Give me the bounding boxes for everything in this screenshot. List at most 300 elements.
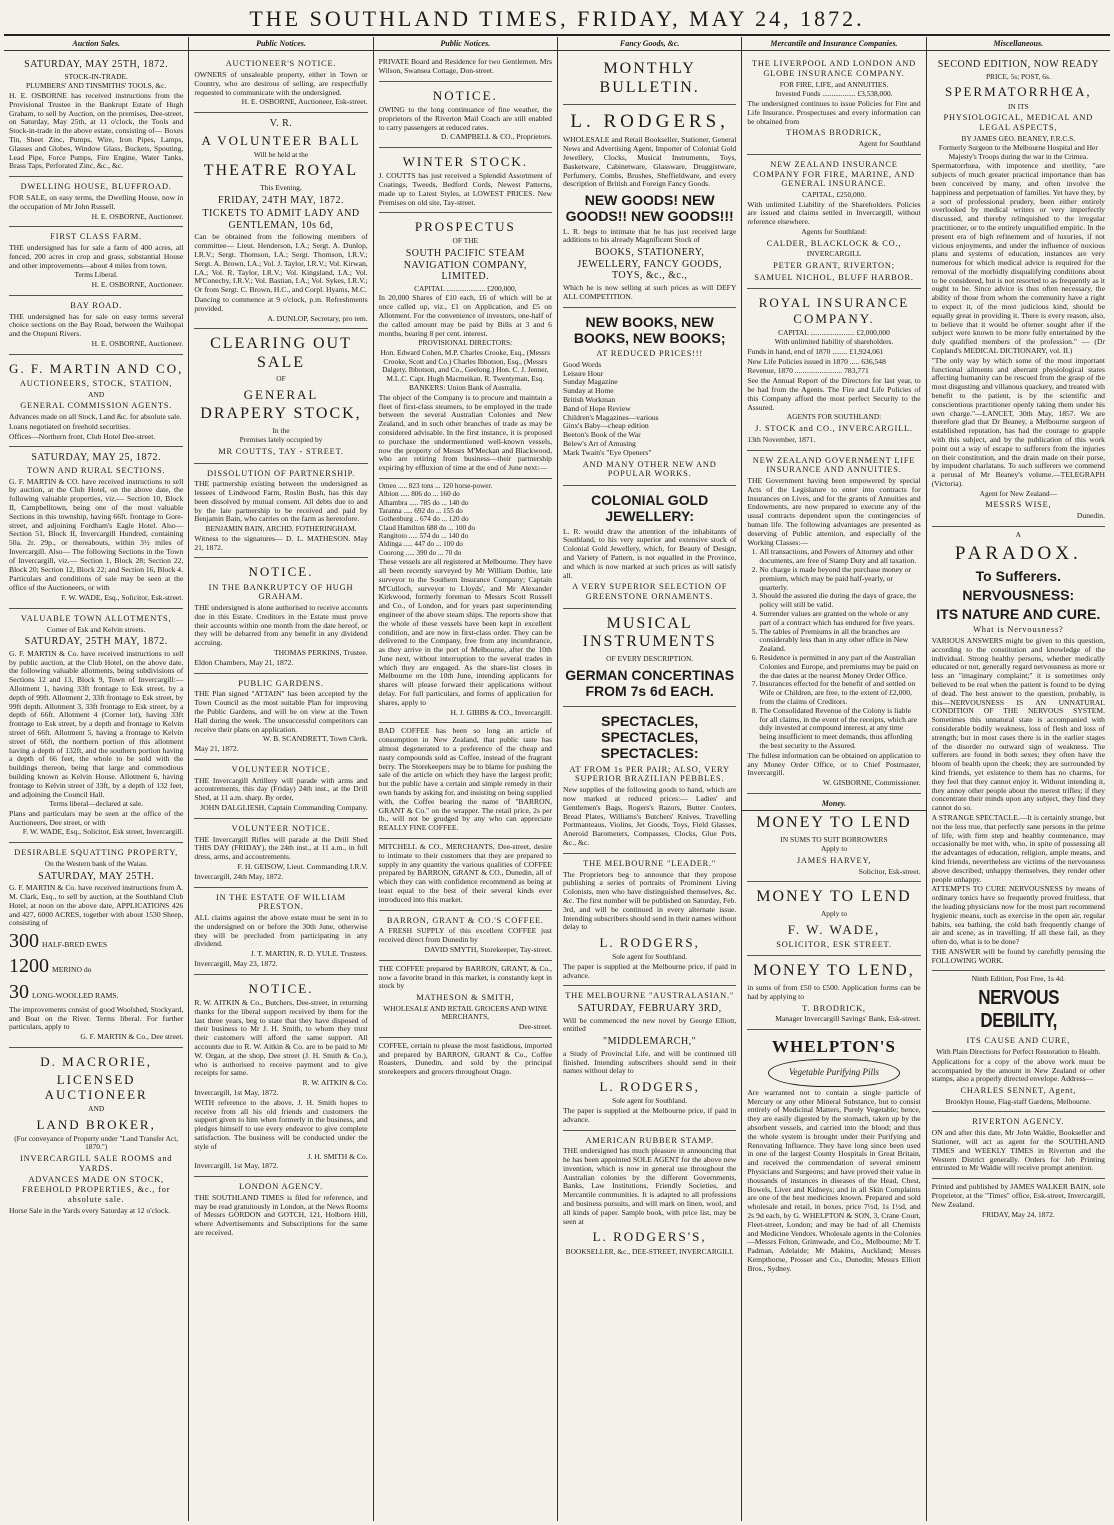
ad-heading: Agents for Southland: xyxy=(801,227,867,237)
ad-body-text: These vessels are all registered at Melbourne. They have all been recently surveyed by Mr William Dothie, late surveyor to the Southern Insurance Company; Captain M'Culloch, surveyor to Lloyds', and Mr Alexander Kirkwood, formerly foreman to Messrs Scott Russell and Co., of London, and for years past superintending engineer of the above steam ships. The reports show that the whole of these vessels have been kept in excellent condition, and are now in first-class order. They can be delivered to the Company, free from any incumbrance, as they arrive in the port of Melbourne, after the 10th June next, without interruption to the several trades in which they are engaged. As the share-list closes in Melbourne on the 10th June, intending applicants for shares will please forward their applications without delay. For full particulars, and forms of application for shares, apply to xyxy=(378,557,552,707)
advertisement xyxy=(379,148,552,213)
ad-heading: Brooklyn House, Flag-staff Gardens, Melbourne. xyxy=(945,1096,1092,1106)
ad-heading: SATURDAY, MAY 25TH. xyxy=(38,870,155,882)
ad-heading: D. MACRORIE, xyxy=(40,1053,153,1069)
ad-body-text: WHOLESALE and Retail Bookseller, Stationer, General News and Advertising Agent, Importer of Colonial Gold Jewellery, Clocks, Musical Instruments, Toys, Basketware, Cabinetware, Glassware, Druggistware, Perfumery, Combs, Brushes, Sheffieldware, and every description of British and Foreign Fancy Goods. xyxy=(562,135,737,189)
ad-heading: MUSICAL INSTRUMENTS xyxy=(582,614,717,651)
ad-heading: PLUMBERS' AND TINSMITHS' TOOLS, &c. xyxy=(26,81,167,91)
signature-line: J. T. MARTIN, R. D. YULE. Trustees. xyxy=(250,949,368,959)
advertisement xyxy=(9,843,183,1048)
ad-body-text: in sums of from £50 to £500. Application forms can be had by applying to xyxy=(747,982,921,1001)
ad-heading: AND xyxy=(88,389,105,399)
signature-line: F. W. WADE, Esq., Solicitor, Esk-street. xyxy=(61,593,184,603)
signature-line: Agent for Southland xyxy=(858,139,921,149)
ad-body-text: Invercargill, 1st May, 1872. xyxy=(194,1087,279,1097)
advertisement xyxy=(379,479,552,723)
list-item: Leisure Hour xyxy=(562,368,604,378)
ad-heading: IN THE ESTATE OF WILLIAM PRESTON. xyxy=(216,892,346,912)
ad-heading: IN SUMS TO SUIT BORROWERS xyxy=(780,834,888,844)
ad-heading: NEW GOODS! NEW GOODS!! NEW GOODS!!! xyxy=(565,192,734,225)
ad-heading: PETER GRANT, RIVERTON; xyxy=(773,260,895,270)
advertisement xyxy=(563,986,736,1130)
advertisement xyxy=(194,819,367,888)
ad-heading: LONDON AGENCY. xyxy=(238,1182,324,1192)
columns xyxy=(4,37,1110,1521)
ad-body-text: Applications for a copy of the above work must be accompanied by the amount in New Zealand or other stamps, also a properly directed envelope. Address— xyxy=(931,1056,1105,1084)
list-item: 1. All transactions, and Powers of Attorney and other documents, are free of Stamp Duty and all taxation. xyxy=(759,548,920,566)
vessel-row: Claud Hamilton 688 do ... 100 do xyxy=(378,523,476,532)
section-heading: Fancy Goods, &c. xyxy=(558,37,741,51)
ad-heading: SATURDAY, MAY 25TH, 1872. xyxy=(24,59,169,71)
advertisement xyxy=(563,54,736,105)
ad-heading: In the xyxy=(272,425,290,435)
ad-body-text: Loans negotiated on freehold securities. xyxy=(9,421,131,431)
list-item: Mark Twain's "Eye Openers" xyxy=(562,447,652,457)
section-heading: Mercantile and Insurance Companies. xyxy=(742,37,925,51)
advertisement xyxy=(379,839,552,911)
advertisement xyxy=(194,1177,367,1243)
ad-heading: BY JAMES GEO. BEANEY, F.R.C.S. xyxy=(961,133,1076,143)
list-item: 3. Should the assured die during the days of grace, the policy will still be valid. xyxy=(759,592,920,610)
ad-body-text: The improvements consist of good Woolshed, Stockyard, and Boat on the River. Terms liberal. For further particulars, apply to xyxy=(9,1004,184,1032)
ad-heading: A VERY SUPERIOR SELECTION OF GREENSTONE ORNAMENTS. xyxy=(572,582,728,602)
signature-line: F. W. WADE, Esq., Solicitor, Esk street, Invercargill. xyxy=(22,827,184,837)
advertisement xyxy=(194,113,367,329)
ad-body-text: Printed and published by JAMES WALKER BAIN, sole Proprietor, at the "Times" office, Esk-street, Invercargill, New Zealand. xyxy=(931,1182,1105,1209)
advertisement xyxy=(932,527,1105,972)
list-item: Sunday at Home xyxy=(562,386,614,396)
ad-body-text: Plans and particulars may be seen at the office of the Auctioneers, Dee street, or with xyxy=(9,808,184,827)
ad-heading: MONTHLY BULLETIN. xyxy=(599,60,700,96)
livestock-line xyxy=(9,981,183,1004)
ad-heading: A VOLUNTEER BALL xyxy=(201,132,361,148)
ad-heading: ROYAL INSURANCE COMPANY. xyxy=(758,295,910,326)
ad-heading: CAPITAL ........................ £2,000,000 xyxy=(778,327,890,337)
advertisement xyxy=(194,558,367,673)
ad-heading: AGENTS FOR SOUTHLAND: xyxy=(786,412,882,422)
advertisement xyxy=(379,961,552,1038)
ad-heading: BANKERS: Union Bank of Australia. xyxy=(408,383,522,393)
advertisement xyxy=(379,1038,552,1082)
ad-heading: PROSPECTUS xyxy=(414,219,516,235)
ad-heading: AT REDUCED PRICES!!! xyxy=(596,349,703,359)
ad-body-text: THE COFFEE prepared by BARRON, GRANT, & Co., now a favorite brand in this market, is constantly kept in stock by xyxy=(378,963,552,991)
ad-heading: AUCTIONEER'S NOTICE. xyxy=(225,59,337,69)
signature-line: Solicitor, Esk-street. xyxy=(858,866,921,876)
vessel-row: Albion ..... 806 do ... 160 do xyxy=(378,490,460,499)
ad-heading: OF THE xyxy=(452,236,479,246)
signature-line: D. CAMPBELL & CO., Proprietors. xyxy=(440,132,552,142)
ad-heading: Sole agent for Southland. xyxy=(612,952,688,962)
ad-body-text: OWING to the long continuance of fine weather, the proprietors of the Riverton Mail Coach are still enabled to carry passengers at reduced rates. xyxy=(378,104,552,132)
ad-body-text: Funds in hand, end of 1870 ........ £1,924,061 xyxy=(747,346,884,356)
advertisement xyxy=(9,447,183,609)
advertisement xyxy=(563,854,736,987)
list-item: Band of Hope Review xyxy=(562,403,631,413)
book-list xyxy=(563,361,736,458)
ad-heading: Terms liberal—declared at sale. xyxy=(49,799,144,809)
ad-body-text: THE undersigned has for sale a farm of 400 acres, all fenced, 200 acres in crop and grass, substantial House and other improvements—about 4 miles from town. xyxy=(9,243,184,270)
ad-body-text: Will be commenced the new novel by George Elliott, entitled xyxy=(562,1015,737,1034)
ad-body-text: THE undersigned is alone authorised to receive accounts due in this Estate. Creditors in the Estate must prove their accounts within one month from the date hereof, or they will be debarred from any benefit in any dividend accruing. xyxy=(194,603,368,648)
ad-body-text: Particulars and conditions of sale may be seen at the office of the Auctioneers, or with xyxy=(9,574,184,593)
ad-body-text: THE Government having been empowered by special Acts of the Legislature to enter into contracts for Insurances on Lives, and for the grants of Annuities and Endowments, are now prepared to execute any of the usual contracts dependent upon the contingencies of human life. The following advantages are presented as deserving of Public attention, and especially of the Working Classes:— xyxy=(747,476,921,547)
advertisement xyxy=(747,956,920,1030)
ad-heading: BAY ROAD. xyxy=(70,300,123,310)
ad-heading: AMERICAN RUBBER STAMP. xyxy=(585,1135,714,1145)
numbered-list xyxy=(747,548,920,750)
ad-heading: THE MELBOURNE "AUSTRALASIAN." xyxy=(565,991,735,1001)
ad-body-text: G. F. MARTIN & CO. have received instructions to sell by auction, at the Club Hotel, on the above date, the following valuable properties, viz.— Section 10, Block II, Campbelltown, being one of the most valuable Sections in this township, having 66ft. frontage to Gore-street, and adjoining Fordham's Eagle Hotel. Also— Section 51, Block II, Invercargill Hundred, containing 50a. 2r. 29p., or thereabouts, within 3½ miles of Invercargill. Also— The following Sections in the Town of Invercargill, viz.— Section 1, Block 28; Section 22, Block 20; Section 12, Block 22; and Section 16, Block 4. xyxy=(9,476,184,574)
ad-heading: JAMES HARVEY, xyxy=(796,855,872,865)
pill-logo: Vegetable Purifying Pills xyxy=(768,1059,900,1087)
advertisement xyxy=(379,82,552,148)
advertisement xyxy=(194,888,367,975)
livestock-description: LONG-WOOLLED RAMS. xyxy=(32,990,119,1000)
ad-body-text: Invercargill, 24th May, 1872. xyxy=(194,871,284,881)
signature-line: DAVID SMYTH, Storekeeper, Tay-street. xyxy=(424,944,552,954)
ad-heading: AND MANY OTHER NEW AND POPULAR WORKS. xyxy=(582,459,717,479)
list-item: 2. No charge is made beyond the purchase money or premium, which may be paid half-yearly, or quarterly. xyxy=(759,566,920,592)
ad-heading: FRIDAY, 24TH MAY, 1872. xyxy=(218,194,344,206)
ad-heading: VOLUNTEER NOTICE. xyxy=(231,823,331,833)
ad-heading: L. RODGERS, xyxy=(599,935,700,951)
advertisement xyxy=(563,1131,736,1262)
signature-line: F. H. GEISOW, Lieut. Commanding I.R.V. xyxy=(237,862,368,871)
ad-heading: TOWN AND RURAL SECTIONS. xyxy=(27,465,166,475)
ad-heading: F. W. WADE, xyxy=(787,921,881,937)
ad-heading: Invested Funds .................. £3,538,000. xyxy=(775,89,893,99)
ad-body-text: A FRESH SUPPLY of this excellent COFFEE just received direct from Dunedin by xyxy=(378,926,552,945)
ad-body-text: THE Plan signed "ATTAIN" has been accepted by the Town Council as the most suitable Plan for improving the Public Gardens, and will be on view at the Town Hall during the week. The unsuccessful competitors can receive their plans on application. xyxy=(194,689,368,734)
ad-heading: CALDER, BLACKLOCK & CO., xyxy=(766,238,902,248)
signature-line: Manager Invercargill Savings' Bank, Esk-street. xyxy=(775,1014,921,1024)
advertisement xyxy=(747,882,920,956)
ad-heading: L. RODGERS, xyxy=(570,111,729,133)
ad-heading: Agent for New Zealand— xyxy=(979,488,1057,498)
column-6 xyxy=(926,37,1110,1521)
ad-heading: CAPITAL ..................... £200,000, xyxy=(414,283,517,293)
ad-heading: GERMAN CONCERTINAS FROM 7s 6d EACH. xyxy=(565,666,735,699)
ad-heading: AT FROM 1s PER PAIR; ALSO, VERY SUPERIOR BRAZILIAN PEBBLES. xyxy=(569,764,730,784)
ad-heading: SOUTH PACIFIC STEAM NAVIGATION COMPANY, LIMITED. xyxy=(403,248,527,283)
advertisement xyxy=(932,54,1105,527)
vessel-row: Rangitoto ..... 574 do ... 140 do xyxy=(378,532,469,541)
ad-heading: IN THE BANKRUPTCY OF HUGH GRAHAM. xyxy=(208,582,354,602)
ad-heading: On the Western bank of the Waiau. xyxy=(44,859,148,869)
ad-heading: SATURDAY, FEBRUARY 3RD, xyxy=(577,1003,722,1015)
advertisement xyxy=(563,105,736,307)
ad-heading: ADVANCES MADE ON STOCK, FREEHOLD PROPERTIES, &c., for absolute sale. xyxy=(22,1175,171,1204)
ad-heading: A xyxy=(1015,529,1021,539)
livestock-count: 300 xyxy=(9,930,39,953)
ad-body-text: With unlimited Liability of the Shareholders. Policies are issued and claims settled in Invercargill, without reference elsewhere. xyxy=(747,199,921,227)
ad-body-text: In 20,000 Shares of £10 each, £6 of which will be at once called up, viz., £1 on Application, and £5 on Allotment. For the convenience of investors, one-half of the called amount may be paid by Bills at 3 and 6 months, bearing 8 per cent. interest. xyxy=(378,293,552,338)
list-item: Beeton's Book of the War xyxy=(562,430,641,440)
ad-heading: SAMUEL NICHOL, BLUFF HARBOR. xyxy=(754,272,914,282)
ad-heading: BENJAMIN BAIN, ARCHD. FOTHERINGHAM. xyxy=(205,524,357,534)
advertisement xyxy=(563,486,736,609)
ad-heading: FOR FIRE, LIFE, and ANNUITIES. xyxy=(779,79,889,89)
advertisement xyxy=(563,308,736,486)
ad-body-text: 13th November, 1871. xyxy=(747,434,816,444)
ad-heading: Formerly Surgeon to the Melbourne Hospital and Her Majesty's Troops during the war in the Crimea. xyxy=(938,143,1098,161)
advertisement xyxy=(9,296,183,355)
ad-heading: With Plain Directions for Perfect Restoration to Health. xyxy=(936,1047,1101,1057)
livestock-line xyxy=(9,955,183,978)
ad-heading: BOOKSELLER, &c., DEE-STREET, INVERCARGILL xyxy=(565,1246,734,1256)
column-5 xyxy=(741,37,925,1521)
livestock-description: HALF-BRED EWES xyxy=(42,940,108,950)
ad-heading: THOMAS BRODRICK, xyxy=(786,128,882,138)
ad-body-text: THE undersigned has for sale on easy terms several choice sections on the Bay Road, between the Waihopai and the Otepuni Rivers. xyxy=(9,311,184,339)
ad-body-text: THE SOUTHLAND TIMES is filed for reference, and may be read gratuitously in London, at the News Rooms of Messrs GORDON and GOTCH, 121, Holborn Hill, where Advertisements and Subscriptions for the same are received. xyxy=(194,1192,368,1238)
ad-heading: CAPITAL, £250,000. xyxy=(802,190,866,200)
signature-line: THOMAS PERKINS, Trustee. xyxy=(273,648,368,657)
ad-heading: IN ITS xyxy=(1007,101,1029,111)
advertisement xyxy=(747,155,920,290)
vessel-row: Alhambra ..... 785 do ... 140 do xyxy=(378,498,469,507)
advertisement xyxy=(194,464,367,559)
ad-heading: CLEARING OUT SALE xyxy=(210,335,352,371)
ad-body-text: Revenue, 1870 ......................... 783,771 xyxy=(747,366,869,376)
ad-heading: FRIDAY, May 24, 1872. xyxy=(981,1209,1055,1219)
ad-heading: GENERAL COMMISSION AGENTS. xyxy=(20,401,173,411)
masthead: THE SOUTHLAND TIMES, FRIDAY, MAY 24, 1872. xyxy=(249,6,865,31)
signature-line: G. F. MARTIN & Co., Dee street. xyxy=(80,1032,184,1042)
ad-body-text: The Proprietors beg to announce that they propose publishing a series of portraits of Prominent Living Colonists, men who have distinguished themselves, &c. &c. The first number will be published on Saturday, Feb. 3rd, and will be continued in every alternate issue. Intending subscribers should send in their names without delay to xyxy=(562,869,737,932)
ad-heading: What is Nervousness? xyxy=(973,625,1064,635)
ad-heading: G. F. MARTIN AND CO, xyxy=(9,360,184,376)
ad-heading: AND xyxy=(88,1104,105,1114)
ad-heading: VOLUNTEER NOTICE. xyxy=(231,764,331,774)
ad-heading: ITS CAUSE AND CURE, xyxy=(966,1036,1071,1046)
ad-heading: OF EVERY DESCRIPTION. xyxy=(606,653,694,663)
section-heading: Auction Sales. xyxy=(4,37,188,51)
advertisement xyxy=(563,707,736,854)
section-heading: Public Notices. xyxy=(374,37,557,51)
ad-body-text: Can be obtained from the following members of committee— Lieut. Henderson, I.A.; Sergt. A. Dunlop, I.R.V.; Sergt. Thomson, I.A.; Sergt. Thomson, I.R.V.; Sergt. A. Brown, I.A.; Vol. J. Taylor, I.R.V.; Vol. Kirwan, I.A.; Vol. R. Taylor, I.R.V.; Vol. Kingsland, I.A.; Vol. M'Conechy, I.R.V.; Vol. Bastian, I.A.; Vol. Sykes, I.R.V.; Or from Sergt. C. Brown, H.C., and Corpl. Hyams, M.C. xyxy=(194,232,368,295)
advertisement xyxy=(563,609,736,707)
ad-heading: AUCTIONEERS, STOCK, STATION, xyxy=(19,378,173,388)
section-heading: Money. xyxy=(742,797,925,811)
ad-body-text: G. F. MARTIN & Co. have received instructions to sell by public auction, at the Club Hotel, on the above date, the following valuable allotments, being subdivisions of Sections 12 and 13, Block 9, Town of Invercargill:— Allotment 1, having 33ft frontage to Esk street, by a depth of 99ft. Allotment 2, 33ft frontage to Esk street, by 99ft depth. Allotment 3, 33ft frontage to Esk street, by a depth of 66ft. Allotment 4 (Corner lot), having 33ft frontage to Esk street, by a depth and frontage to Kelvin street of 66ft. Allotment 5, having a frontage to Kelvin street of 66ft, the northern portion of this allotment having a depth of 132ft, and the southern portion having a depth of 66 feet, the whole to be sold with the buildings thereon, being that large and commodious building known as Kelvin House. Allotment 6, having frontage to Kelvin street of 33ft, by a depth of 132 feet, and adjoining the Council Hall. xyxy=(9,648,184,799)
ad-heading: NERVOUS DEBILITY, xyxy=(977,987,1059,1033)
column-4 xyxy=(557,37,741,1521)
list-item: 5. The tables of Premiums in all the branches are considerably less than in any other office in New Zealand. xyxy=(759,628,920,654)
ad-body-text: Invercargill, May 23, 1872. xyxy=(194,959,278,969)
section-heading: Miscellaneous. xyxy=(927,37,1110,51)
ad-heading: MR COUTTS, TAY - STREET. xyxy=(218,446,344,456)
livestock-description: MERINO do xyxy=(52,965,92,975)
livestock-count: 30 xyxy=(9,980,29,1003)
ad-heading: NOTICE. xyxy=(432,87,498,103)
column-2 xyxy=(188,37,372,1521)
ad-body-text: Horse Sale in the Yards every Saturday at 12 o'clock. xyxy=(9,1205,171,1215)
ad-heading: WINTER STOCK. xyxy=(402,154,529,170)
vessel-row: Aldinga ..... 447 do ... 100 do xyxy=(378,540,463,549)
signature-line: W. GISBORNE, Commissioner. xyxy=(822,778,921,788)
advertisement xyxy=(194,760,367,819)
signature-line: R. W. AITKIN & Co. xyxy=(302,1078,368,1088)
ad-heading: MONEY TO LEND xyxy=(756,888,912,906)
ad-heading: T. BRODRICK, xyxy=(802,1003,866,1013)
ad-heading: This Evening, xyxy=(260,183,302,192)
ad-heading: L. RODGERS'S, xyxy=(592,1229,707,1245)
ad-heading: DWELLING HOUSE, BLUFFROAD. xyxy=(20,182,172,192)
masthead-rule xyxy=(4,34,1110,36)
ad-heading: PARADOX. xyxy=(954,542,1082,564)
ad-body-text: The paper is supplied at the Melbourne price, if paid in advance. xyxy=(562,961,737,980)
ad-body-text: ATTEMPTS TO CURE NERVOUSNESS by means of ordinary tonics have so frequently proved fruitless, that the leading physicians now for the most part recommend hygienic means, such as exercise in the open air, regular habits, sea bathing, the cold bath frequently change of air and scene, as in travelling. If all these fail, as they often do, what is to be done? xyxy=(931,884,1105,947)
ad-heading: THE LIVERPOOL AND LONDON AND GLOBE INSURANCE COMPANY. xyxy=(751,59,916,79)
ad-body-text: "The only way by which some of the most important functional ailments and aberrant physiological states affecting humanity can be rescued from the grasp of the most disgusting and villanous quackery, and treated with benefit to the patient, is by the scientific and conscientious practitioner openly taking them under his own charge."—LANCET, 30th May, 1857. We are therefore glad that Dr Beaney, a Melbourne surgeon of established reputation, has had the courage to grapple with this subject, and by the publication of this work point out a way of escape to sufferers from the injuries on their constitution, and the drain made on their purse, by impudent charlatans. To such sufferers we commend a perusal of Mr Beaney's volume.—TELEGRAPH (Victoria). xyxy=(931,355,1105,489)
ad-body-text: THE Invercargill Rifles will parade at the Drill Shed THIS DAY (FRIDAY), the 24th inst., at 11 a.m., in full dress, arms, and accoutrements. xyxy=(194,834,368,862)
advertisement xyxy=(9,227,183,296)
ad-body-text: a Study of Provincial Life, and will be continued till finished. Intending subscribers should send in their names without delay to xyxy=(562,1048,737,1076)
ad-body-text: ON and after this date, Mr John Waldie, Bookseller and Stationer, will act as agent for the SOUTHLAND TIMES and WEEKLY TIMES in Riverton and the Western District generally. Orders for Job Printing entrusted to Mr Waldie will receive prompt attention. xyxy=(931,1128,1105,1173)
advertisement xyxy=(194,329,367,463)
ad-heading: NEW ZEALAND INSURANCE COMPANY FOR FIRE, MARINE, AND GENERAL INSURANCE. xyxy=(753,159,915,189)
vessel-row: Omeo ..... 823 tons ... 120 horse-power. xyxy=(378,482,493,491)
signature-line: Dee-street. xyxy=(518,1022,552,1032)
ad-heading: MONEY TO LEND, xyxy=(753,962,915,980)
ad-heading: NOTICE. xyxy=(248,980,314,996)
signature-line: A. DUNLOP, Secretary, pro tem. xyxy=(267,313,368,323)
advertisement xyxy=(932,1179,1105,1224)
ad-heading: L. RODGERS, xyxy=(599,1079,700,1095)
ad-body-text: Spermatorrhœa, with impotence and sterility, "are subjects of much greater practical importance than has been conceived by many, and often involve the happiness and perpetuation of families. Yet have they, by a sort of professional prudery, been either entirely overlooked by medical writers or very imperfectly discussed, and thereby relinquished to the irregular practitioner, or to the entirely unqualified empiric. In the present era of high refinement and of luxuries, if not vicious enjoyments, and under the influence of noxious plans and systems of education, instances are very numerous for which medical advice is required for the removal of the morbidly disqualifying conditions about to be considered, but is not resorted to as frequently as it ought to be. Since advice is thus often necessary, the ability of those from whom the community have a right to expect it, of the most judicious kind, should be equally great in providing it. There is every reason, also, to believe that it would be oftener sought after if the subject were known to be more fully entertained by the duly qualified members of the profession." — (Dr Copland's MEDICAL DICTIONARY, vol. II.) xyxy=(931,161,1105,356)
ad-heading: BOOKS, STATIONERY, JEWELLERY, FANCY GOODS, TOYS, &c., &c., xyxy=(577,247,722,282)
ad-heading: MESSRS WISE, xyxy=(985,500,1052,510)
ad-heading: Premises lately occupied by xyxy=(239,435,323,445)
ad-body-text: See the Annual Report of the Directors for last year, to be had from the Agents. The Fire and Life Policies of this Company afford the most perfect Security to the Assured. xyxy=(747,376,921,412)
ad-heading: MONEY TO LEND xyxy=(756,814,912,832)
ad-heading: SPECTACLES, SPECTACLES, SPECTACLES: xyxy=(600,712,699,762)
advertisement xyxy=(379,213,552,479)
ad-heading: "MIDDLEMARCH," xyxy=(603,1036,697,1048)
ad-heading: ITS NATURE AND CURE. xyxy=(936,606,1101,623)
advertisement xyxy=(747,289,920,450)
ad-heading: NEW ZEALAND GOVERNMENT LIFE INSURANCE AND ANNUITIES. xyxy=(752,455,916,475)
advertisement xyxy=(379,911,552,961)
ad-heading: Apply to xyxy=(820,844,848,854)
ad-body-text: Eldon Chambers, May 21, 1872. xyxy=(194,657,294,667)
signature-line: JOHN DALGLIESH, Captain Commanding Company. xyxy=(200,803,368,813)
ad-heading: LICENSED AUCTIONEER xyxy=(44,1072,148,1103)
ad-heading: SPERMATORRHŒA, xyxy=(945,84,1092,100)
ad-heading: OF xyxy=(276,374,286,384)
ad-body-text: The undersigned continues to issue Policies for Fire and Life Insurance. Prospectuses and every information can be obtained from xyxy=(747,98,921,126)
advertisement xyxy=(932,971,1105,1112)
ad-body-text: MITCHELL & CO., MERCHANTS, Dee-street, desire to intimate to their customers that they are prepared to supply in any quantity the various qualities of COFFEE prepared by BARRON, GRANT & CO., Dunedin, all of which they can with confidence recommend as being at least equal to the best of their several kinds ever introduced into this market. xyxy=(378,842,552,904)
ad-body-text: Witness to the signatures— D. L. MATHESON. May 21, 1872. xyxy=(194,533,368,552)
ad-body-text: THE undersigned has much pleasure in announcing that he has been appointed SOLE AGENT for the above new invention, which is now in general use throughout the Australian colonies by the different Governments, Banks, Law Institutions, Friendly Societies, and Mercantile communities. It is adapted to all professions and business pursuits, and will mark on linen, wool, and all kinds of paper. Sample book, with price list, may be seen at xyxy=(562,1146,737,1226)
ad-heading: GENERAL xyxy=(243,387,319,402)
ad-body-text: Advances made on all Stock, Land &c. for absolute sale. xyxy=(9,411,182,421)
ad-heading: To Sufferers. xyxy=(975,567,1061,584)
ad-heading: DRAPERY STOCK, xyxy=(200,405,362,423)
ad-body-text: The fullest information can be obtained on application to any Money Order Office, or to Chief Postmaster, Invercargill. xyxy=(747,750,921,778)
ad-body-text: ALL claims against the above estate must be sent in to the undersigned on or before the 30th June, otherwise they will be precluded from participating in any dividend. xyxy=(194,913,368,949)
ad-heading: WHOLESALE AND RETAIL GROCERS AND WINE MERCHANTS, xyxy=(383,1003,548,1022)
signature-line: J. H. SMITH & Co. xyxy=(307,1151,368,1161)
ad-heading: Corner of Esk and Kelvin streets. xyxy=(46,624,146,634)
ad-heading: COLONIAL GOLD JEWELLERY: xyxy=(591,492,709,525)
ad-body-text: PRIVATE Board and Residence for two Gentlemen. Mrs Wilson, Swansea Cottage, Don-street. xyxy=(378,57,552,76)
signature-line: H. J. GIBBS & CO., Invercargill. xyxy=(450,707,552,717)
livestock-count: 1200 xyxy=(9,955,49,978)
ad-body-text: H. E. OSBORNE has received instructions from the Provisional Trustee in the Bankrupt Estate of Hugh Graham, to sell by Auction, on the premises, Dee-street, on Saturday, May 25th, at 11 o'clock, the Tools and Stock-in-trade in the above estate, consisting of— Boxes Tin, Sheet Zinc, Pumps, Wire, Iron Pipes, Lamps, Glasses and Globes, Window Glass, Buckets, Spouting, Lead Pipe, Force Pumps, Fire Engine, Water Tanks, Brass Taps, Perforated Zinc, &c., &c. xyxy=(9,91,184,171)
ad-heading: With unlimited liability of shareholders. xyxy=(774,337,894,347)
ad-heading: Will be held at the xyxy=(253,149,309,159)
ad-body-text: R. W. AITKIN & Co., Butchers, Dee-street, in returning thanks for the liberal support received by them for the last three years, beg to state that they have disposed of their business to Mr J. H. Smith, to whom they trust their customers will afford the same support. All accounts due to R. W. Aitkin & Co. are to be paid to Mr W. Organ, at the shop, Dee street (J. H. Smith & Co.), who is authorised to receive payment and to give receipts for same. xyxy=(194,997,368,1078)
ad-body-text: L. R. begs to intimate that he has just received large additions to his already Magnificent Stock of xyxy=(562,226,737,245)
ad-body-text: J. COUTTS has just received a Splendid Assortment of Coatings, Tweeds, Bedford Cords, Newest Patterns, made up to Latest Styles, at LOWEST PRICES. New Premises on old site, Tay-street. xyxy=(378,171,552,207)
ad-heading: STOCK-IN-TRADE. xyxy=(64,71,128,81)
ad-heading: INVERCARGILL SALE ROOMS and YARDS. xyxy=(20,1153,173,1173)
ad-heading: SECOND EDITION, NOW READY xyxy=(937,59,1099,71)
ad-heading: Apply to xyxy=(820,908,848,918)
ad-heading: PHYSIOLOGICAL, MEDICAL AND LEGAL ASPECTS, xyxy=(943,113,1094,132)
ad-body-text: COFFEE, certain to please the most fastidious, imported and prepared by BARRON, GRANT & Co., Coffee Roasters, Dunedin, and sold by the principal storekeepers and grocers throughout Otago. xyxy=(378,1040,552,1077)
advertisement xyxy=(9,1048,183,1221)
ad-heading: Hon. Edward Cohen, M.P. Charles Crooke, Esq., (Messrs Crooke, Scott and Co.) Charles Ibbotson, Esq., (Messrs Dalgety, Ibbotson, and Co., Geelong.) Hon. C. J. Jenner, M.L.C. Capt. Hugh Macmeikan. R. Twentyman, Esq. xyxy=(380,347,551,383)
advertisement xyxy=(194,975,367,1177)
advertisement xyxy=(747,1030,920,1278)
ad-body-text: WITH reference to the above, J. H. Smith hopes to receive from all his old friends and customers the support given to him when formerly in the business, and pledges himself to use every endeavor to give complete satisfaction. The business will be conducted under the style of xyxy=(194,1097,368,1151)
ad-heading: J. STOCK and CO., INVERCARGILL. xyxy=(755,423,913,433)
advertisement xyxy=(9,609,183,843)
column-1 xyxy=(4,37,188,1521)
ad-heading: Sole agent for Southland. xyxy=(612,1096,688,1106)
list-item: British Workman xyxy=(562,395,616,405)
ad-body-text: Offices—Northern front, Club Hotel Dee-street. xyxy=(9,431,156,441)
advertisement xyxy=(194,674,367,760)
ad-heading: THE MELBOURNE "LEADER." xyxy=(583,858,717,868)
ad-body-text: THE ANSWER will be found by carefully perusing the FOLLOWING WORK. xyxy=(931,946,1105,965)
vessel-row: Taranna ..... 692 do ... 155 do xyxy=(378,507,463,516)
ad-body-text: Dancing to commence at 9 o'clock, p.m. Refreshments provided. xyxy=(194,294,368,313)
ad-heading: LAND BROKER, xyxy=(36,1116,156,1132)
section-heading: Public Notices. xyxy=(189,37,372,51)
signature-line: H. E. OSBORNE, Auctioneer. xyxy=(91,211,184,221)
ad-heading: SOLICITOR, ESK STREET. xyxy=(776,939,892,949)
advertisement xyxy=(747,794,920,883)
ad-body-text: The object of the Company is to procure and maintain a fleet of first-class steamers, to be employed in the trade between the several Australian Colonies and New Zealand, and in such other branches of trade as may be considered advisable. In the first instance, it is proposed to purchase the undermentioned well-known vessels, now the property of Messrs M'Meckan and Blackwood, who are retiring from business—their partnership expiring by effluxion of time at the end of June next:— xyxy=(378,392,552,473)
ad-heading: PROVISIONAL DIRECTORS: xyxy=(418,338,513,348)
ad-heading: MATHESON & SMITH, xyxy=(416,993,515,1003)
signature-line: H. E. OSBORNE, Auctioneer. xyxy=(91,280,184,290)
advertisement xyxy=(194,54,367,113)
advertisement xyxy=(9,54,183,177)
ad-body-text: VARIOUS ANSWERS might be given to this question, according to the constitution and knowledge of the individual. Strong healthy persons, whether medically educated or not, generally regard nervousness as more or less an "imaginary complaint;" it is sometimes only believed to be real when the patient is found to be dying of dead. The best answer to the question, probably, is this—NERVOUSNESS IS AN UNNATURAL CONDITION OF THE NERVOUS SYSTEM. Sometimes this unnatural state is accompanied with considerable bodily weakness, loss of flesh and loss of strength; but in most cases there is in the earlier stages of the disorder no outward sign of weakness. The sufferers are found in both sexes; they often have the bloom of health upon the cheek; they are surrounded by kind friends, yet existence to them has no charms, for they feel that they cannot enjoy it. Without intending it, they annoy other people about the merest trifles; if they concentrate their minds upon any subject, they find they cannot do so. xyxy=(931,636,1105,813)
ad-heading: RIVERTON AGENCY. xyxy=(972,1117,1065,1127)
ad-heading: NERVOUSNESS: xyxy=(962,586,1075,603)
list-item: Belew's Art of Amusing xyxy=(562,439,636,448)
ad-body-text: New Life Policies issued in 1870 ..... 636,548 xyxy=(747,356,886,366)
ad-heading: Ninth Edition, Post Free, 1s 4d. xyxy=(971,974,1065,984)
signature-line: W. B. SCANDRETT, Town Clerk. xyxy=(262,734,368,744)
ad-heading: SATURDAY, MAY 25, 1872. xyxy=(31,452,161,464)
ad-heading: V. R. xyxy=(269,118,293,130)
ad-heading: CHARLES SENNET, Agent, xyxy=(960,1086,1077,1096)
vessel-row: Coorong ..... 390 do ... 70 do xyxy=(378,548,462,557)
ad-body-text: THE Invercargill Artillery will parade with arms and accoutrements, this day (Friday) 24th inst., at the Drill Shed, at 11 a.m. sharp. By order, xyxy=(194,775,368,803)
advertisement xyxy=(379,723,552,839)
advertisement xyxy=(9,355,183,448)
ad-heading: INVERCARGILL xyxy=(806,249,862,259)
